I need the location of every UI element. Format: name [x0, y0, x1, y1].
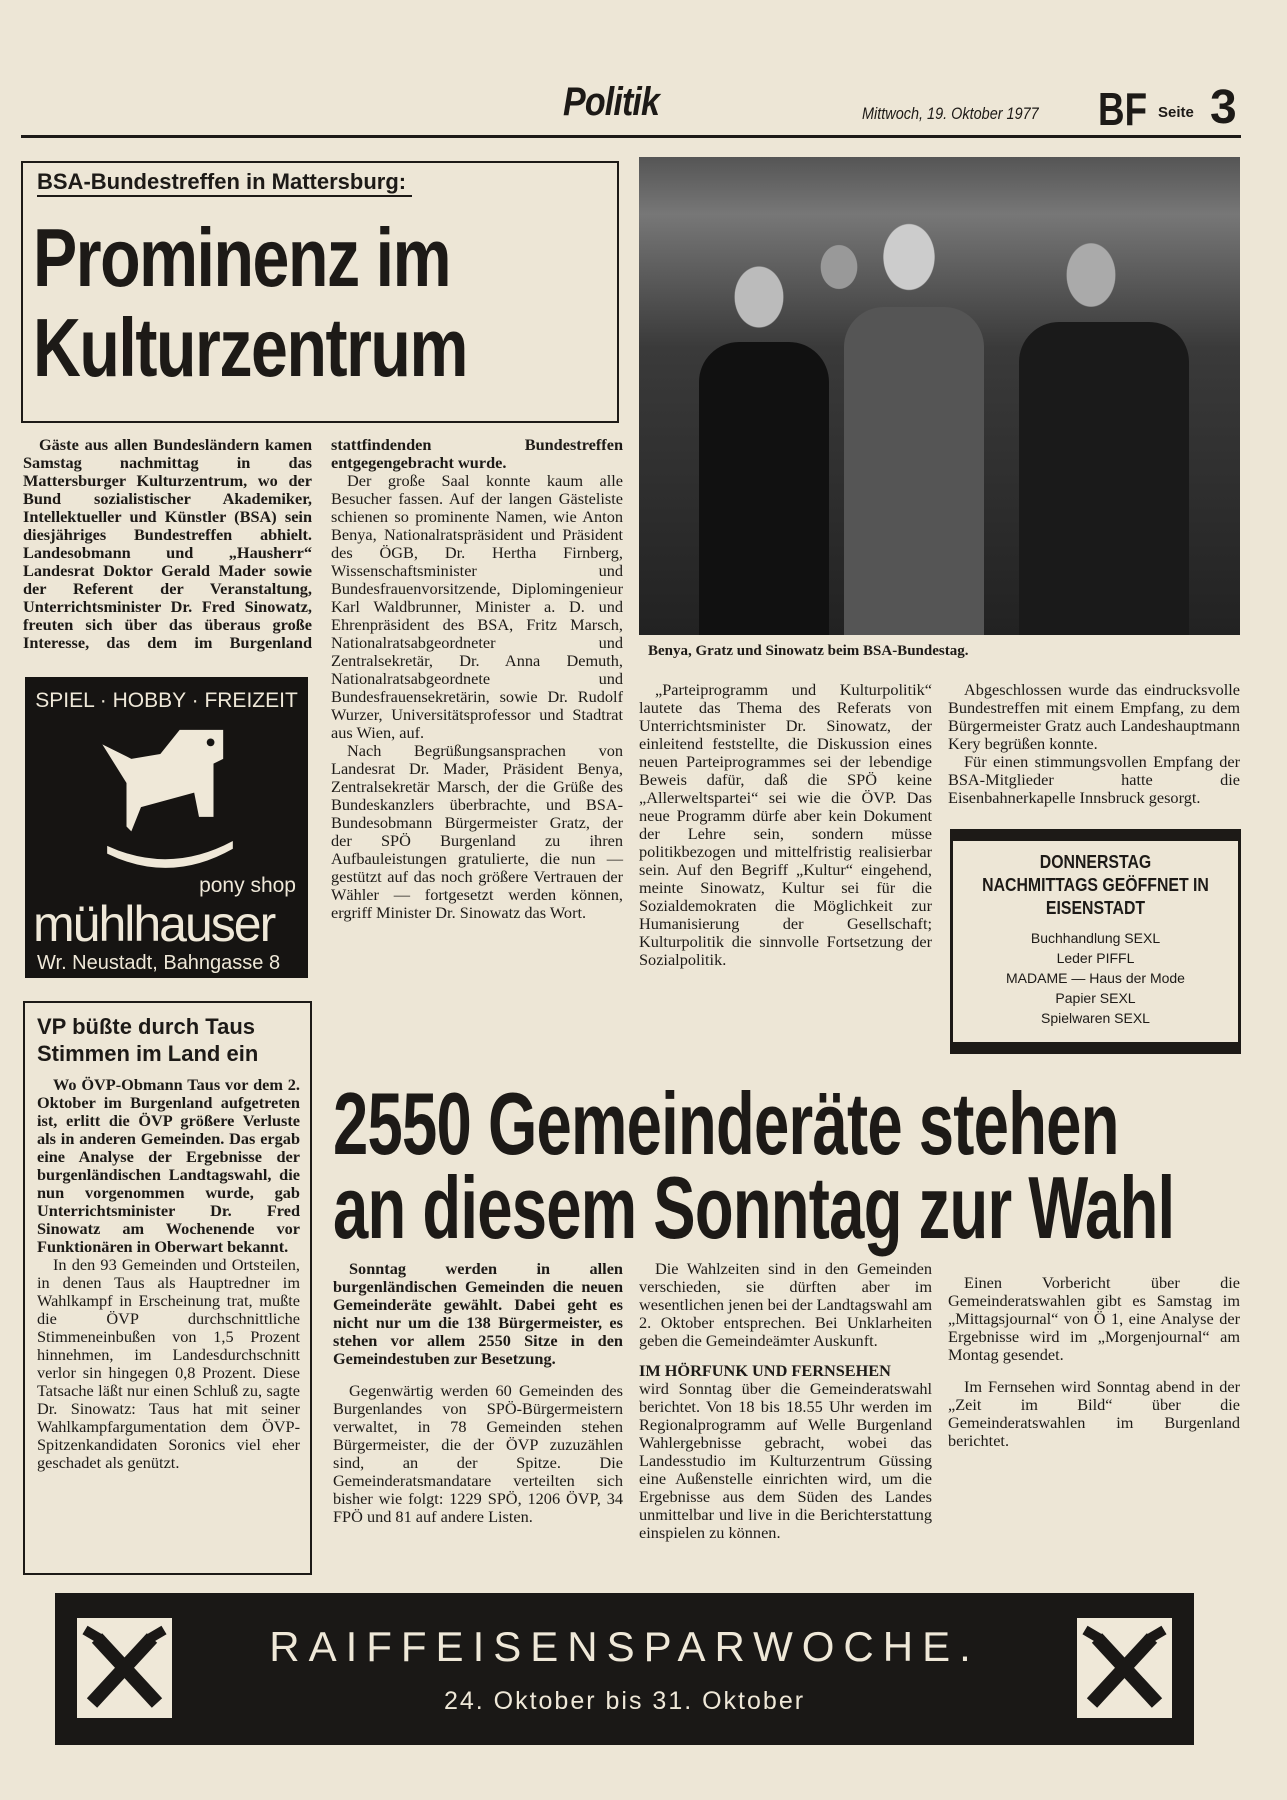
headline-line: 2550 Gemeinderäte stehen: [333, 1074, 1119, 1173]
article-column: [331, 436, 623, 922]
ad-shop: Papier SEXL: [1055, 990, 1136, 1006]
paragraph: Die Wahlzeiten sind in den Gemeinden verschieden, sie dürften aber im wesentlichen jenen bei der Landtagswahl am 2. Oktober entsprechen. Bei Unklarheiten geben die Gemeindeämter Auskunft.: [639, 1259, 932, 1350]
ad-title: RAIFFEISENSPARWOCHE.: [269, 1623, 980, 1670]
paragraph: „Parteiprogramm und Kulturpolitik“ lautete das Thema des Referats von Unterrichtsminister Dr. Sinowatz, der einleitend feststellte, die Diskussion eines neuen Parteiprogrammes sei der lebendige Beweis dafür, daß die SPÖ keine „Allerweltspartei“ sei wie die ÖVP. Das neue Programm dürfe aber kein Dokument der Lehre sein, sondern müsse politikbezogen und mittelfristig realisierbar sein. Auf den Begriff „Kultur“ eingehend, meinte Sinowatz, Kultur sei für die Sozialdemokraten die Möglichkeit zur Humanisierung der Gesellschaft; Kulturpolitik die sinnvolle Fortsetzung der Sozialpolitik.: [639, 680, 932, 969]
ad-address: Wr. Neustadt, Bahngasse 8: [37, 952, 281, 974]
page-number: 3: [1210, 81, 1237, 134]
paragraph: Einen Vorbericht über die Gemeinderatswahlen gibt es Samstag im „Mittagsjournal“ von Ö 1, eine Analyse der Ergebnisse wird im „Morgenjournal“ am Montag gesendet.: [948, 1273, 1240, 1364]
section-title: Politik: [563, 80, 660, 124]
headline: [333, 1074, 1175, 1257]
page-label: Seite: [1158, 104, 1194, 121]
article-box: [23, 1001, 312, 1575]
article-headline: VP büßte durch Taus Stimmen im Land ein: [37, 1014, 259, 1066]
paragraph: Nach Begrüßungsansprachen von Landesrat Dr. Mader, Präsident Benya, Zentralsekretär Marsch, der die Grüße des Bundeskanzlers überbrachte, und BSA-Bundesobmann Bürgermeister Gratz, der der SPÖ Burgenland zu ihren Aufbauleistungen gratulierte, die nun — gestützt auf das noch größere Vertrauen der Wähler — fortgesetzt werden können, ergriff Minister Dr. Sinowatz das Wort.: [331, 741, 623, 922]
article-lead: Gäste aus allen Bundesländern kamen Samstag nachmittag in das Mattersburger Kulturzentrum, wo der Bund sozialistischer Akademiker, Intellektueller und Künstler (BSA) sein diesjähriges Bundestreffen abhielt. Landesobmann und „Hausherr“ Landesrat Doktor Gerald Mader sowie der Referent der Veranstaltung, Unterrichtsminister Dr. Fred Sinowatz, freuten sich über das überaus große Interesse, das dem im Burgenland: [23, 435, 312, 652]
news-photo: [639, 157, 1240, 635]
subheading: IM HÖRFUNK UND FERNSEHEN: [639, 1361, 891, 1380]
article-column: [639, 681, 932, 969]
eisenstadt-ad: [950, 829, 1241, 1054]
masthead-logo: BF: [1098, 83, 1148, 135]
paragraph: Der große Saal konnte kaum alle Besucher fassen. Auf der langen Gästeliste schienen so prominente Namen, wie Anton Benya, Nationalratspräsident und Präsident des ÖGB, Dr. Hertha Firnberg, Wissenschaftsminister und Bundesfrauenvorsitzende, Diplomingenieur Karl Waldbrunner, Minister a. D. und Ehrenpräsident des BSA, Fritz Marsch, Nationalratsabgeordneter und Zentralsekretär, Dr. Anna Demuth, Nationalratsabgeordnete und Bundesfrauensekretärin, sowie Dr. Rudolf Wurzer, Universitätsprofessor und Stadtrat aus Wien, auf.: [331, 471, 623, 742]
ad-shop: Buchhandlung SEXL: [1030, 930, 1161, 946]
ad-subbrand: pony shop: [199, 874, 296, 897]
ad-dates: 24. Oktober bis 31. Oktober: [443, 1687, 806, 1715]
photo-figure: [844, 307, 984, 635]
muehlhauser-ad: [25, 677, 308, 978]
article-column: [948, 1260, 1240, 1450]
article-lead: Sonntag werden in allen burgenländischen Gemeinden die neuen Gemeinderäte gewählt. Dabei geht es nicht nur um die 138 Bürgermeister, es stehen vor allem 2550 Sitze in den Gemeindestuben zur Besetzung.: [333, 1259, 623, 1368]
photo-caption: Benya, Gratz und Sinowatz beim BSA-Bundestag.: [648, 643, 969, 659]
kicker: BSA-Bundestreffen in Mattersburg:: [37, 169, 412, 197]
headline-line: Prominenz im: [33, 212, 451, 304]
headline-box: [21, 161, 619, 423]
headline: [33, 213, 467, 393]
article-column: [37, 1076, 300, 1472]
article-column: [23, 436, 312, 656]
issue-date: Mittwoch, 19. Oktober 1977: [862, 104, 1039, 123]
raiffeisen-ad: [55, 1593, 1194, 1745]
paragraph: Für einen stimmungsvollen Empfang der BSA-Mitglieder hatte die Eisenbahnerkapelle Innsbruck gesorgt.: [948, 752, 1240, 807]
paragraph: Abgeschlossen wurde das eindrucksvolle Bundestreffen mit einem Empfang, zu dem Bürgermeister Gratz auch Landeshauptmann Kery begrüßen konnte.: [948, 680, 1240, 753]
paragraph: Im Fernsehen wird Sonntag abend in der „Zeit im Bild“ über die Gemeinderatswahlen im Burgenland berichtet.: [948, 1377, 1240, 1450]
ad-shop: MADAME — Haus der Mode: [1006, 970, 1185, 986]
ad-tagline: SPIEL · HOBBY · FREIZEIT: [35, 689, 298, 712]
article-lead: Wo ÖVP-Obmann Taus vor dem 2. Oktober im Burgenland aufgetreten ist, erlitt die ÖVP größere Verluste als in anderen Gemeinden. Das ergab eine Analyse der Ergebnisse der burgenländischen Landtagswahl, die nun vorgenommen wurde, gab Unterrichtsminister Dr. Fred Sinowatz am Wochenende vor Funktionären in Oberwart bekannt.: [37, 1075, 300, 1256]
article-column: [639, 1260, 932, 1578]
rocking-horse-icon: [100, 725, 240, 870]
ad-headline: [953, 851, 1238, 920]
ad-brand: mühlhauser: [33, 896, 275, 952]
header-rule: [21, 135, 1241, 138]
ad-shop-list: [953, 928, 1238, 1028]
ad-shop: Spielwaren SEXL: [1041, 1010, 1150, 1026]
paragraph: Gegenwärtig werden 60 Gemeinden des Burgenlandes von SPÖ-Bürgermeistern verwaltet, in 78 Gemeinden stehen Bürgermeister, die der ÖVP zuzuzählen sind, an der Spitze. Die Gemeinderatsmandatare verteilten sich bisher wie folgt: 1229 SPÖ, 1206 ÖVP, 34 FPÖ und 81 auf andere Listen.: [333, 1381, 623, 1526]
photo-figure: [699, 342, 829, 635]
ad-shop: Leder PIFFL: [1056, 950, 1135, 966]
headline-line: an diesem Sonntag zur Wahl: [333, 1158, 1175, 1257]
article-column: [333, 1260, 623, 1526]
article-column: [948, 681, 1240, 807]
paragraph: wird Sonntag über die Gemeinderatswahl berichtet. Von 18 bis 18.55 Uhr werden im Regionalprogramm auf Welle Burgenland Wahlergebnisse gebracht, wobei das Landesstudio im Kulturzentrum Güssing eine Außenstelle einrichten wird, um die Ergebnisse aus dem Süden des Landes unmittelbar und live in die Berichterstattung einspielen zu können.: [639, 1379, 932, 1542]
ad-headline-line: EISENSTADT: [1045, 898, 1146, 918]
article-lead-continued: stattfindenden Bundestreffen entgegengebracht wurde.: [331, 435, 623, 472]
photo-figure: [1019, 322, 1189, 635]
paragraph: In den 93 Gemeinden und Ortsteilen, in denen Taus als Hauptredner im Wahlkampf in Erscheinung trat, mußte die ÖVP durchschnittliche Stimmeneinbußen von 1,5 Prozent hinnehmen, im Landesdurchschnitt verlor sin hingegen 0,8 Prozent. Diese Tatsache läßt nur einen Schluß zu, sagte Dr. Sinowatz: Taus hat mit seiner Wahlkampfargumentation dem ÖVP-Spitzenkandidaten Soronics viel eher geschadet als genützt.: [37, 1255, 300, 1472]
headline-line: Kulturzentrum: [33, 302, 467, 394]
ad-headline-line: DONNERSTAG: [1039, 852, 1152, 872]
ad-headline-line: NACHMITTAGS GEÖFFNET IN: [982, 875, 1209, 895]
